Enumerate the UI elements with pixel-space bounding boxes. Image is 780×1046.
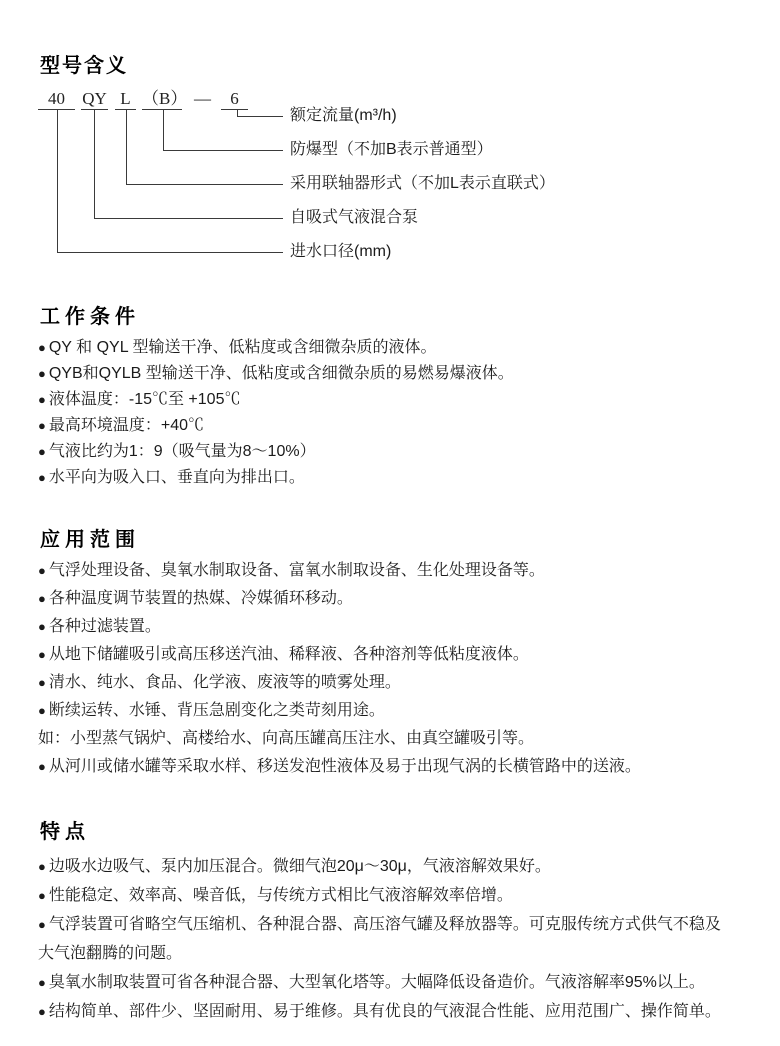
list-item (38, 585, 738, 613)
connector-line-horizontal (94, 218, 283, 219)
list-item-text: 各种温度调节装置的热媒、冷媒循环移动。 (48, 590, 353, 607)
model-label-rated-flow: 额定流量(m³/h) (290, 107, 397, 124)
connector-line-vertical (126, 110, 127, 184)
bullet-icon: ● (38, 591, 46, 606)
list-item (38, 641, 738, 669)
connector-line-vertical (57, 110, 58, 252)
connector-line-vertical (163, 110, 164, 150)
section-heading-working-conditions: 工作条件 (40, 306, 140, 328)
connector-line-horizontal (163, 150, 283, 151)
list-item (38, 881, 728, 910)
bullet-icon: ● (38, 340, 46, 355)
section-working-conditions (38, 306, 750, 491)
list-item (38, 557, 738, 585)
list-item-text: 结构简单、部件少、坚固耐用、易于维修。具有优良的气液混合性能、应用范围广、操作简单。 (48, 1003, 721, 1020)
bullet-icon: ● (38, 888, 46, 903)
section-features (38, 821, 728, 1026)
list-item (38, 852, 728, 881)
list-item (38, 697, 738, 725)
list-item-text: 液体温度：-15℃至 +105℃ (48, 391, 241, 408)
list-item-text: 断续运转、水锤、背压急剧变化之类苛刻用途。 (48, 702, 385, 719)
bullet-icon: ● (38, 366, 46, 381)
connector-line-horizontal (57, 252, 283, 253)
bullet-icon: ● (38, 703, 46, 718)
connector-line-vertical (94, 110, 95, 218)
bullet-icon: ● (38, 470, 46, 485)
list-item (38, 910, 728, 968)
list-item (38, 613, 738, 641)
bullet-icon: ● (38, 759, 46, 774)
section-heading-features: 特点 (40, 821, 90, 843)
note-line (38, 725, 738, 753)
bullet-icon: ● (38, 647, 46, 662)
list-item-text: 各种过滤装置。 (48, 618, 161, 635)
bullet-icon: ● (38, 563, 46, 578)
connector-line-horizontal (237, 116, 283, 117)
model-token-coupling: L (115, 89, 136, 110)
model-label-explosionproof: 防爆型（不加B表示普通型） (290, 141, 493, 158)
list-item-text: QYB和QYLB 型输送干净、低粘度或含细微杂质的易燃易爆液体。 (48, 365, 514, 382)
list-item-text: 臭氧水制取装置可省各种混合器、大型氧化塔等。大幅降低设备造价。气液溶解率95%以上。 (48, 974, 705, 991)
list-item-text: 边吸水边吸气、泵内加压混合。微细气泡20μ～30μ，气液溶解效果好。 (48, 858, 551, 875)
list-item (38, 361, 750, 387)
list-item (38, 753, 738, 781)
list-item (38, 439, 750, 465)
list-item (38, 387, 750, 413)
model-token-dash: — (194, 89, 211, 108)
model-token-type: QY (82, 89, 107, 108)
model-label-inlet-diameter: 进水口径(mm) (290, 243, 392, 260)
bullet-icon: ● (38, 917, 46, 932)
section-heading-application-range: 应用范围 (40, 529, 140, 551)
bullet-icon: ● (38, 619, 46, 634)
list-item-text: 气液比约为1：9（吸气量为8～10%） (48, 443, 316, 460)
list-item (38, 669, 738, 697)
list-item-text: QY 和 QYL 型输送干净、低粘度或含细微杂质的液体。 (48, 339, 437, 356)
note-text: 如：小型蒸气锅炉、高楼给水、向高压罐高压注水、由真空罐吸引等。 (38, 730, 535, 747)
model-label-coupling: 采用联轴器形式（不加L表示直联式） (290, 175, 555, 192)
list-item-text: 气浮处理设备、臭氧水制取设备、富氧水制取设备、生化处理设备等。 (48, 562, 545, 579)
list-item-text: 最高环境温度：+40℃ (48, 417, 205, 434)
bullet-icon: ● (38, 1004, 46, 1019)
list-item-text: 清水、纯水、食品、化学液、废液等的喷雾处理。 (48, 674, 401, 691)
model-token-flow: 6 (221, 89, 248, 110)
bullet-icon: ● (38, 444, 46, 459)
list-item (38, 997, 728, 1026)
list-item-text: 从地下储罐吸引或高压移送汽油、稀释液、各种溶剂等低粘度液体。 (48, 646, 529, 663)
list-item-text: 水平向为吸入口、垂直向为排出口。 (48, 469, 305, 486)
model-token-explosionproof: （B） (142, 89, 188, 108)
bullet-icon: ● (38, 859, 46, 874)
list-item-text: 从河川或储水罐等采取水样、移送发泡性液体及易于出现气涡的长横管路中的送液。 (48, 758, 641, 775)
bullet-icon: ● (38, 675, 46, 690)
connector-line-horizontal (126, 184, 283, 185)
section-heading-model: 型号含义 (40, 55, 128, 77)
list-item-text: 气浮装置可省略空气压缩机、各种混合器、高压溶气罐及释放器等。可克服传统方式供气不稳及大气泡翻腾的问题。 (38, 916, 721, 962)
bullet-icon: ● (38, 392, 46, 407)
list-item-text: 性能稳定、效率高、噪音低，与传统方式相比气液溶解效率倍增。 (48, 887, 513, 904)
list-item (38, 413, 750, 439)
model-token-inlet: 40 (38, 89, 75, 110)
list-item (38, 465, 750, 491)
list-item (38, 335, 750, 361)
model-label-pump-type: 自吸式气液混合泵 (290, 209, 419, 226)
section-application-range (38, 529, 738, 781)
list-item (38, 968, 728, 997)
bullet-icon: ● (38, 975, 46, 990)
bullet-icon: ● (38, 418, 46, 433)
